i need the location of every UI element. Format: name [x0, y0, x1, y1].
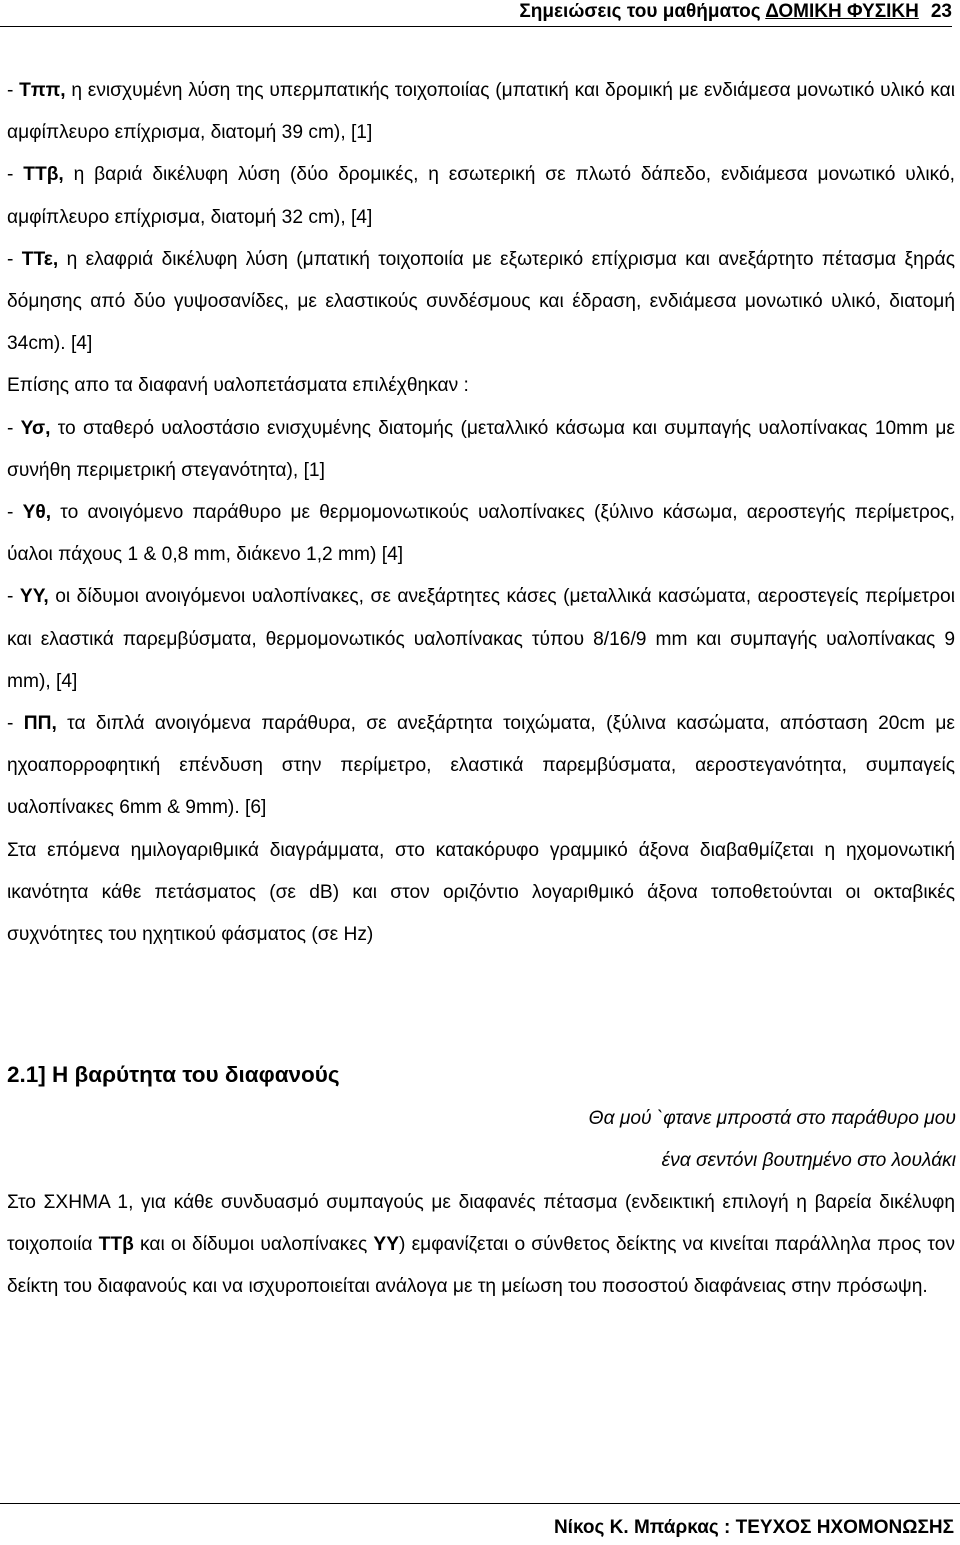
section-body: [7, 1182, 955, 1309]
list-item: - ΤΤβ, η βαριά δικέλυφη λύση (δύο δρομικές, η εσωτερική σε πλωτό δάπεδο, ενδιάμεσα μονωτικό υλικό, αμφίπλευρο επίχρισμα, διατομή 32 cm), [4]: [7, 164, 955, 228]
item-code: Υθ,: [22, 502, 52, 524]
list-item: - ΠΠ, τα διπλά ανοιγόμενα παράθυρα, σε ανεξάρτητα τοιχώματα, (ξύλινα κασώματα, απόσταση 20cm με ηχοαπορροφητική επένδυση στην περίμετρο, ελαστικά παρεμβύσματα, αεροστεγανότητα, συμπαγείς υαλοπίνακες 6mm & 9mm). [6]: [7, 713, 955, 819]
item-code: ΤΤβ,: [23, 164, 64, 186]
epigraph-line: ένα σεντόνι βουτημένο στο λουλάκι: [661, 1150, 956, 1171]
main-text: [7, 70, 955, 956]
item-code: Υσ,: [20, 417, 51, 439]
paragraph: Στο ΣΧΗΜΑ 1, για κάθε συνδυασμό συμπαγούς με διαφανές πέτασμα (ενδεικτική επιλογή η βαρεία δικέλυφη τοιχοποιία ΤΤβ και οι δίδυμοι υαλοπίνακες ΥΥ) εμφανίζεται ο σύνθετος δείκτης να κινείται παράλληλα προς τον δείκτη του διαφανούς και να ισχυροποιείται ανάλογα με τη μείωση του ποσοστού διαφάνειας στην πρόσωψη.: [7, 1192, 955, 1298]
epigraph: [256, 1098, 956, 1182]
header-course-title: ΔΟΜΙΚΗ ΦΥΣΙΚΗ: [765, 1, 919, 22]
paragraph: Στα επόμενα ημιλογαριθμικά διαγράμματα, στο κατακόρυφο γραμμικό άξονα διαβαθμίζεται η ηχομονωτική ικανότητα κάθε πετάσματος (σε dB) και στον οριζόντιο λογαριθμικό άξονα τοποθετούνται οι οκταβικές συχνότητες του ηχητικού φάσματος (σε Hz): [7, 839, 955, 946]
item-code: Τππ,: [19, 80, 66, 101]
page-header: [0, 0, 952, 27]
list-item: - Υσ, το σταθερό υαλοστάσιο ενισχυμένης διατομής (μεταλλικό κάσωμα και συμπαγής υαλοπίνακας 10mm με συνήθη περιμετρική στεγανότητα), [1]: [7, 417, 955, 481]
page-number: 23: [930, 1, 952, 22]
list-item: - Τππ, η ενισχυμένη λύση της υπερμπατικής τοιχοποιίας (μπατική και δρομική με ενδιάμεσα μονωτικό υλικό και αμφίπλευρο επίχρισμα, διατομή 39 cm), [1]: [7, 80, 955, 144]
list-item: - ΥΥ, οι δίδυμοι ανοιγόμενοι υαλοπίνακες, σε ανεξάρτητες κάσες (μεταλλικά κασώματα, αεροστεγείς περίμετροι και ελαστικά παρεμβύσματα, θερμομονωτικός υαλοπίνακας τύπου 8/16/9 mm και συμπαγής υαλοπίνακας 9 mm), [4]: [7, 586, 955, 692]
item-code: ΠΠ,: [23, 713, 57, 735]
footer-divider: [0, 1503, 960, 1504]
section-title: 2.1] Η βαρύτητα του διαφανούς: [7, 1062, 340, 1087]
epigraph-line: Θα μού `φτανε μπροστά στο παράθυρο μου: [588, 1108, 956, 1129]
paragraph: Επίσης απο τα διαφανή υαλοπετάσματα επιλέχθηκαν :: [7, 375, 469, 397]
page-footer: Νίκος Κ. Μπάρκας : ΤΕΥΧΟΣ ΗΧΟΜΟΝΩΣΗΣ: [553, 1517, 954, 1538]
header-prefix: Σημειώσεις του μαθήματος: [519, 1, 766, 22]
list-item: - ΤΤε, η ελαφριά δικέλυφη λύση (μπατική τοιχοποιία με εξωτερικό επίχρισμα και ανεξάρτητο πέτασμα ξηράς δόμησης από δύο γυψοσανίδες, με ελαστικούς συνδέσμους και έδραση, ενδιάμεσα μονωτικό υλικό, διατομή 34cm). [4]: [7, 248, 955, 355]
item-code: ΥΥ,: [19, 586, 49, 608]
item-code: ΤΤε,: [21, 248, 59, 270]
list-item: - Υθ, το ανοιγόμενο παράθυρο με θερμομονωτικούς υαλοπίνακες (ξύλινο κάσωμα, αεροστεγής περίμετρος, ύαλοι πάχους 1 & 0,8 mm, διάκενο 1,2 mm) [4]: [7, 502, 955, 566]
